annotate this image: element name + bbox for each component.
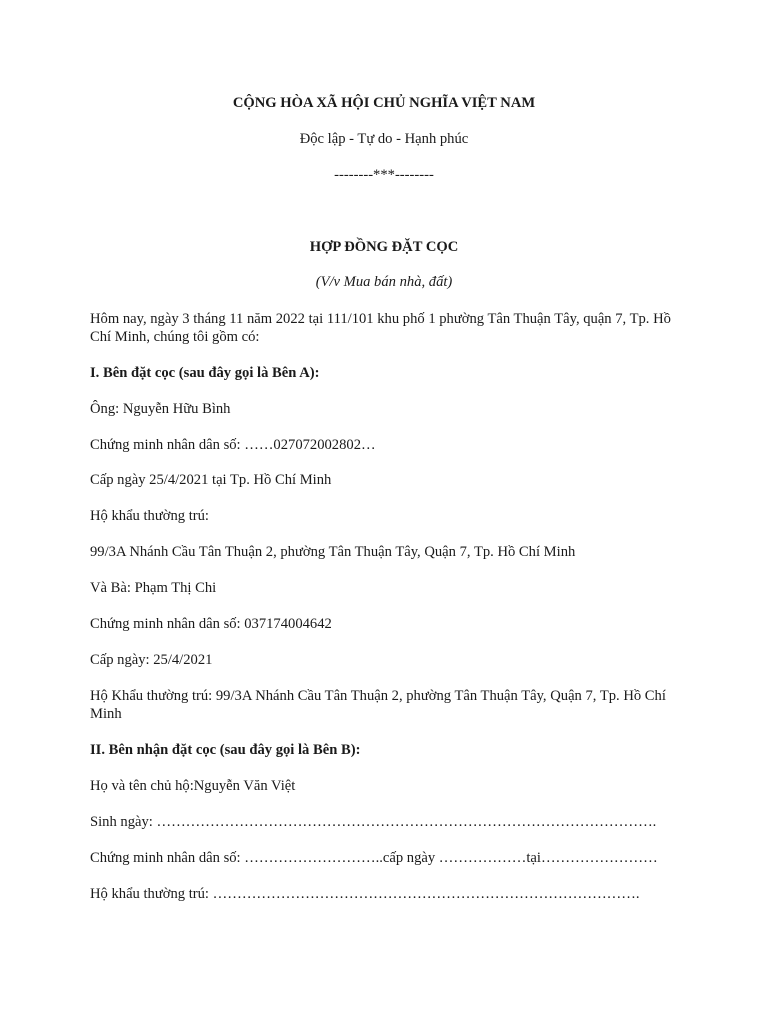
party-a-husband: Ông: Nguyễn Hữu Bình — [90, 401, 231, 417]
separator: --------***-------- — [334, 167, 434, 183]
party-b-dob: Sinh ngày: …………………………………………………………………………………………. — [90, 814, 657, 830]
party-a-wife-id: Chứng minh nhân dân số: 037174004642 — [90, 616, 332, 632]
party-a-wife-issued: Cấp ngày: 25/4/2021 — [90, 652, 213, 668]
party-b-residence: Hộ khẩu thường trú: ……………………………………………………………………………. — [90, 886, 640, 902]
party-b-name: Họ và tên chủ hộ:Nguyễn Văn Việt — [90, 778, 296, 794]
contract-title: HỢP ĐỒNG ĐẶT CỌC — [309, 239, 459, 255]
party-a-husband-id: Chứng minh nhân dân số: ……027072002802… — [90, 437, 376, 453]
party-b-id: Chứng minh nhân dân số: ………………………..cấp ngày ………………tại…………………… — [90, 850, 658, 866]
nation-heading: CỘNG HÒA XÃ HỘI CHỦ NGHĨA VIỆT NAM — [232, 95, 536, 111]
motto: Độc lập - Tự do - Hạnh phúc — [299, 131, 469, 147]
party-a-residence-label: Hộ khẩu thường trú: — [90, 508, 209, 524]
party-a-wife-residence: Hộ Khẩu thường trú: 99/3A Nhánh Cầu Tân Thuận 2, phường Tân Thuận Tây, Quận 7, Tp. Hồ Chí Minh — [90, 688, 666, 722]
party-a-husband-issued: Cấp ngày 25/4/2021 tại Tp. Hồ Chí Minh — [90, 472, 332, 488]
contract-subtitle: (V/v Mua bán nhà, đất) — [315, 274, 453, 290]
party-a-wife: Và Bà: Phạm Thị Chi — [90, 580, 217, 596]
intro-paragraph: Hôm nay, ngày 3 tháng 11 năm 2022 tại 111/101 khu phố 1 phường Tân Thuận Tây, quận 7, Tp. Hồ Chí Minh, chúng tôi gồm có: — [90, 311, 671, 345]
party-a-heading: I. Bên đặt cọc (sau đây gọi là Bên A): — [90, 365, 320, 381]
party-a-residence: 99/3A Nhánh Cầu Tân Thuận 2, phường Tân Thuận Tây, Quận 7, Tp. Hồ Chí Minh — [90, 544, 576, 560]
party-b-heading: II. Bên nhận đặt cọc (sau đây gọi là Bên B): — [90, 742, 361, 758]
